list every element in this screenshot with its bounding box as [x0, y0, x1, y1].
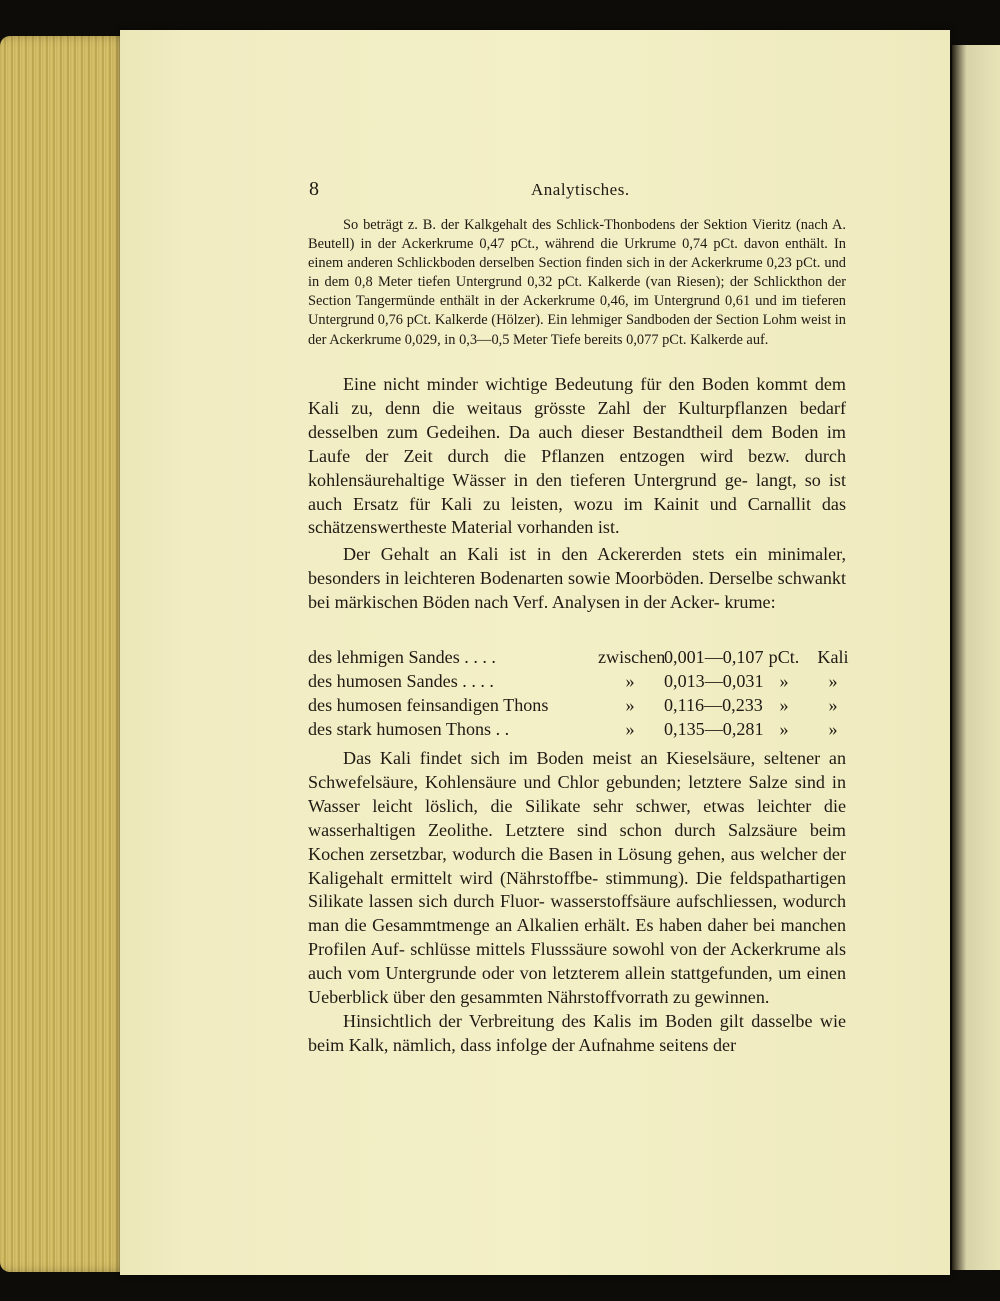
range-qualifier: » — [625, 695, 635, 715]
range-qualifier: » — [625, 719, 635, 739]
facing-page-edge — [952, 45, 1000, 1270]
unit: pCt. — [768, 647, 800, 667]
paragraph-kali-compounds: Das Kali findet sich im Boden meist an Kieselsäure, seltener an Schwefelsäure, Kohlensäure und Chlor gebunden; letztere Salze sind in Wasser leicht löslich, die Silikate sehr schwer, etwas leichter die wasserhaltigen Zeolithe. Letztere sind schon durch Salzsäure beim Kochen zersetzbar, wodurch die Basen in Lösung gehen, aus welcher der Kaligehalt ermittelt wird (Nährstoffbe- stimmung). Die feldspathartigen Silikate lassen sich durch Fluor- wasserstoffsäure aufschliessen, wodurch man die Gesammtmenge an Alkalien erhält. Es haben daher bei manchen Profilen Auf- schlüsse mittels Flusssäure sowohl von der Ackerkrume als auch vom Untergrunde oder von letzterem allein stattgefunden, um einen Ueberblick über den gesammten Nährstoffvorrath zu gewinnen. Hinsichtlich der Verbreitung des Kalis im Boden gilt dasselbe wie beim Kalk, nämlich, dass infolge der Aufnahme seitens der — [308, 747, 846, 1058]
paragraph-kali-content: Der Gehalt an Kali ist in den Ackererden stets ein minimaler, besonders in leichteren Bodenarten sowie Moorböden. Derselbe schwankt bei märkischen Böden nach Verf. Analysen in der Acker- krume: — [308, 544, 846, 612]
running-header — [309, 178, 849, 202]
table-row — [308, 647, 853, 671]
table-row — [308, 695, 853, 719]
soil-type: des humosen Sandes . . . . — [308, 671, 494, 691]
soil-type: des lehmigen Sandes . . . . — [308, 647, 496, 667]
soil-type: des stark humosen Thons . . — [308, 719, 510, 739]
table-row — [308, 671, 853, 695]
table-row — [308, 719, 853, 743]
unit: » — [779, 671, 789, 691]
running-title: Analytisches. — [531, 180, 630, 199]
page-number: 8 — [309, 178, 319, 200]
value-range: 0,116—0,233 — [664, 695, 763, 715]
range-qualifier: zwischen — [598, 647, 666, 667]
value-range: 0,135—0,281 — [664, 719, 764, 739]
book-page-edges — [0, 36, 132, 1272]
kali-values-table — [308, 647, 853, 743]
range-qualifier: » — [625, 671, 635, 691]
small-print-paragraph — [308, 216, 846, 350]
soil-type: des humosen feinsandigen Thons — [308, 695, 549, 715]
value-range: 0,001—0,107 — [664, 647, 764, 667]
element: » — [828, 719, 838, 739]
small-print-text: So beträgt z. B. der Kalkgehalt des Schlick-Thonbodens der Sektion Vieritz (nach A. Beutell) in der Ackerkrume 0,47 pCt., während die Urkrume 0,74 pCt. davon enthält. In einem anderen Schlickboden derselben Section finden sich in der Ackerkrume 0,23 pCt. und in dem 0,8 Meter tiefen Untergrund 0,32 pCt. Kalkerde (van Riesen); der Schlickthon der Section Tangermünde enthält in der Ackerkrume 0,46, im Untergrund 0,61 und im tieferen Untergrund 0,76 pCt. Kalkerde (Hölzer). Ein lehmiger Sandboden der Section Lohm weist in der Ackerkrume 0,029, in 0,3—0,5 Meter Tiefe bereits 0,077 pCt. Kalkerde auf. — [308, 217, 847, 348]
unit: » — [779, 719, 789, 739]
paragraph-kali-importance: Eine nicht minder wichtige Bedeutung für den Boden kommt dem Kali zu, denn die weitaus grösste Zahl der Kulturpflanzen bedarf desselben zum Gedeihen. Da auch dieser Bestandtheil dem Boden im Laufe der Zeit durch die Pflanzen entzogen wird bezw. durch kohlensäurehaltige Wässer in den tieferen Untergrund ge- langt, so ist auch Ersatz für Kali zu leisten, wozu im Kainit und Carnallit das schätzenswertheste Material vorhanden ist. — [308, 374, 846, 538]
element: Kali — [817, 647, 849, 667]
unit: » — [779, 695, 789, 715]
element: » — [828, 671, 838, 691]
element: » — [828, 695, 838, 715]
paragraph-kali-distribution: Hinsichtlich der Verbreitung des Kalis im Boden gilt dasselbe wie beim Kalk, nämlich, dass infolge der Aufnahme seitens der — [308, 1010, 846, 1055]
value-range: 0,013—0,031 — [664, 671, 764, 691]
